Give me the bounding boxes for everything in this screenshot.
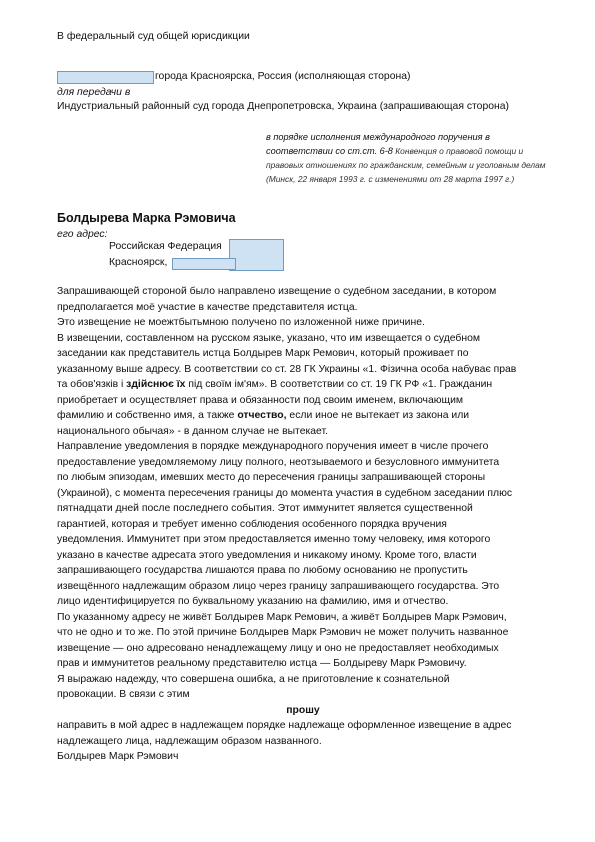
body-line: Направление уведомления в порядке международного поручения имеет в числе прочего	[57, 441, 489, 452]
body-line: пятнадцати дней после последнего события. Этот иммунитет является существенной	[57, 503, 473, 514]
legal-basis-lead: в порядке исполнения международного поручения в соответствии со ст.ст. 6-8	[266, 132, 490, 156]
body-line: извещение — оно адресовано ненадлежащему лицу и оно не предоставляет необходимых	[57, 642, 499, 654]
blank-field-street[interactable]	[172, 258, 236, 270]
body-line: В извещении, составленном на русском языке, указано, что им извещается о судебном	[57, 332, 481, 344]
transfer-label: для передачи в	[57, 87, 131, 98]
body-line: фамилию и собственно имя, а также отчество, если иное не вытекает из закона или	[57, 410, 470, 421]
body-line: что не одно и то же. По этой причине Болдырев Марк Рэмович не может получить названное	[57, 627, 509, 638]
legal-basis-convention: Конвенция о правовой помощи и правовых отношениях по гражданским, семейным и уголовным делам (Минск, 22 января 1993 г. с изменениями от 28 марта 1997 г.)	[266, 146, 546, 184]
body-line: та обов'язків і здійснює їх під своїм ім'ям». В соответствии со ст. 19 ГК РФ «1. Гражданин	[57, 379, 493, 390]
body-line: извещённого надлежащим образом лицо через границу запрашивающего государства. Это	[57, 580, 500, 592]
signature-name: Болдырев Марк Рэмович	[57, 751, 179, 762]
body-line: запрашивающего государства лишаются права по любому основанию не пропустить	[57, 565, 468, 576]
addressee-city-line: города Красноярска, Россия (исполняющая сторона)	[155, 71, 411, 82]
addressee-court-line: В федеральный суд общей юрисдикции	[57, 31, 250, 42]
body-line: Запрашивающей стороной было направлено извещение о судебном заседании, в котором	[57, 286, 497, 297]
sender-name: Болдырева Марка Рэмовича	[57, 211, 236, 225]
body-line: провокации. В связи с этим	[57, 689, 190, 700]
body-line: Это извещение не моежтбытьмною получено по изложенной ниже причине.	[57, 317, 425, 328]
body-line: Я выражаю надежду, что совершена ошибка, а не приготовление к сознательной	[57, 673, 450, 685]
request-heading: прошу	[286, 704, 320, 716]
body-line: лицо идентифицируется по буквальному указанию на фамилию, имя и отчество.	[57, 596, 449, 607]
body-line: указано в качестве адресата этого уведомления и никакому иному. Кроме того, власти	[57, 549, 477, 561]
body-line: приобретает и осуществляет права и обязанности под своим именем, включающим	[57, 394, 464, 406]
address-city: Красноярск,	[109, 257, 168, 268]
address-label: его адрес:	[57, 229, 108, 240]
body-line: (Украиной), с момента пересечения границы до момента участия в судебном заседании плюс	[57, 487, 513, 499]
body-line: уведомления. Иммунитет при этом предоставляется именно тому человеку, имя которого	[57, 534, 491, 545]
body-line: национального обычая» - в данном случае не вытекает.	[57, 425, 328, 437]
body-line: указанному выше адресу. В соответствии со ст. 28 ГК Украины «1. Фізична особа набуває прав	[57, 363, 517, 375]
blank-field-address-block[interactable]	[229, 239, 284, 271]
legal-basis-note	[266, 130, 546, 186]
closing-line: надлежащего лица, надлежащим образом названного.	[57, 735, 322, 747]
body-line: По указанному адресу не живёт Болдырев Марк Ремович, а живёт Болдырев Марк Рэмович,	[57, 611, 507, 623]
requesting-court-line: Индустриальный районный суд города Днепропетровска, Украина (запрашивающая сторона)	[57, 101, 509, 112]
blank-field-court-name[interactable]	[57, 71, 154, 84]
body-line: предполагается моё участие в качестве представителя истца.	[57, 301, 358, 313]
body-line: гарантией, которая и требует именно соблюдения особенного порядка вручения	[57, 518, 447, 530]
closing-line: направить в мой адрес в надлежащем порядке надлежаще оформленное извещение в адрес	[57, 720, 512, 731]
body-line: прав и иммунитетов реальному представителю истца — Болдыреву Марк Рэмовичу.	[57, 658, 467, 669]
address-country: Российская Федерация	[109, 241, 222, 252]
body-line: по любым эпизодам, имевших место до пересечения границы запрашивающей стороны	[57, 472, 486, 483]
body-line: заседании как представитель истца Болдырев Марк Ремович, который проживает по	[57, 348, 469, 359]
letter-body	[57, 284, 549, 765]
body-line: предоставление уведомляемому лицу полного, неотзываемого и безусловного иммунитета	[57, 456, 500, 468]
